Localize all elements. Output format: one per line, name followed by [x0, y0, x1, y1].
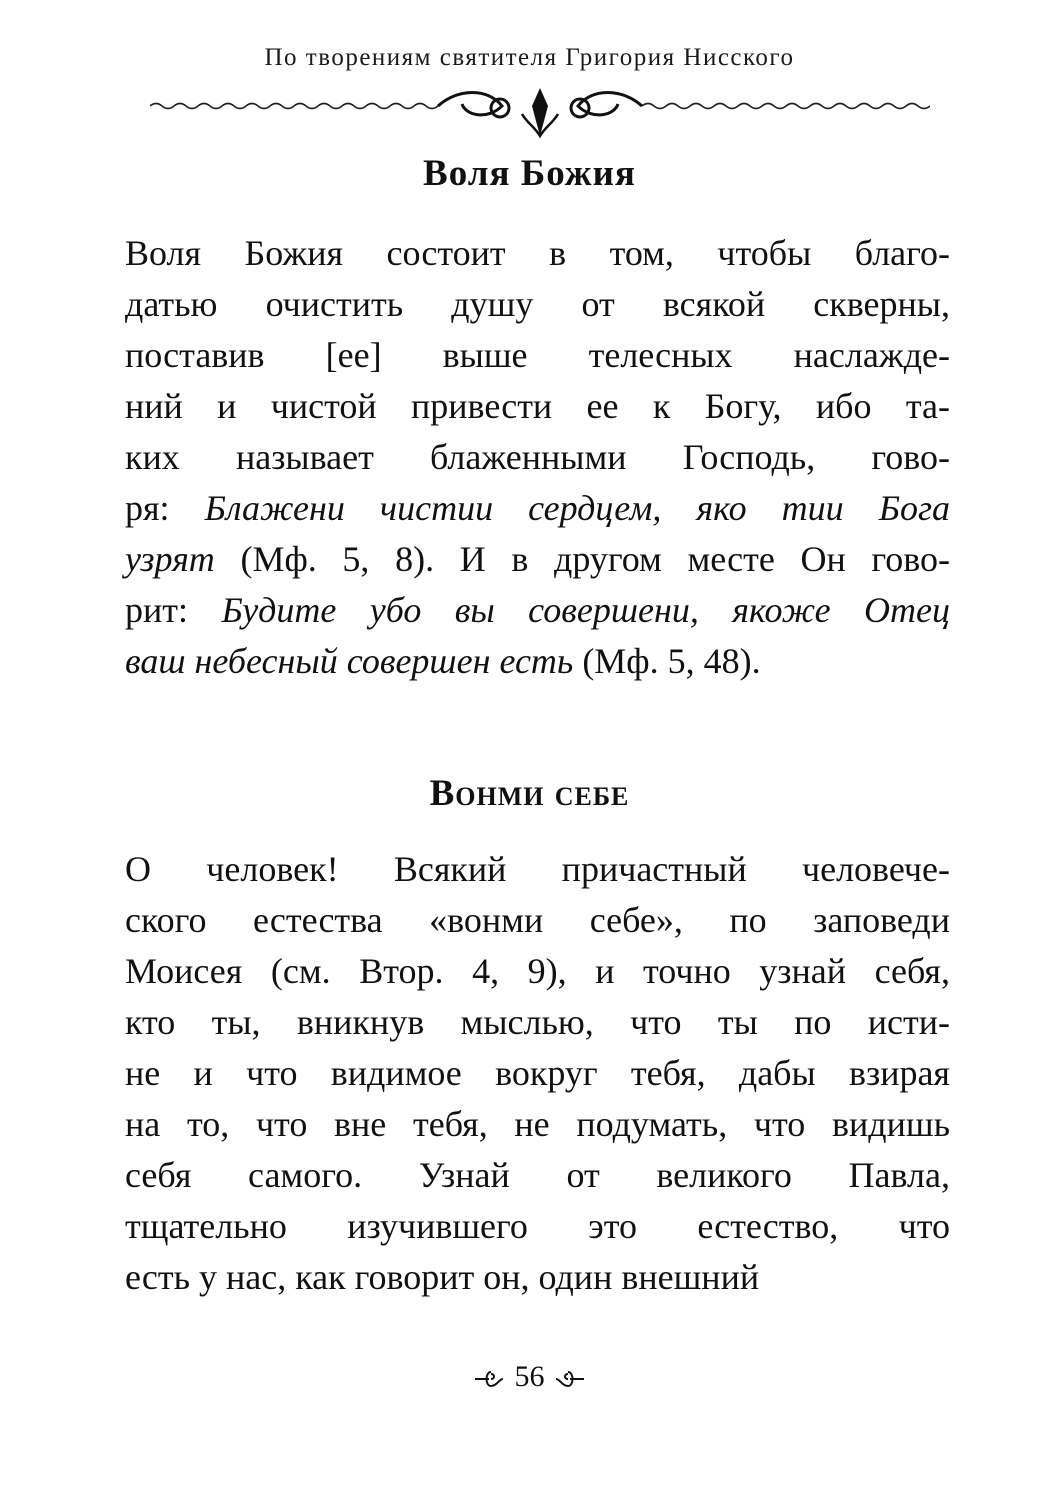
- text-line: [125, 895, 950, 946]
- text-segment: Воля Божия состоит в том, чтобы благо-: [125, 233, 950, 273]
- text-line: [125, 432, 950, 483]
- text-segment: на то, что вне тебя, не подумать, что видишь: [125, 1104, 950, 1144]
- text-segment: тщательно изучившего это естество, что: [125, 1206, 950, 1246]
- text-line: [125, 997, 950, 1048]
- page-number-footer: [0, 1360, 1059, 1394]
- text-segment: есть у нас, как говорит он, один внешний: [125, 1257, 760, 1297]
- text-line: [125, 1150, 950, 1201]
- text-line: [125, 1048, 950, 1099]
- text-line: [125, 1099, 950, 1150]
- text-line: [125, 330, 950, 381]
- text-segment: не и что видимое вокруг тебя, дабы взирая: [125, 1053, 950, 1093]
- text-line: [125, 585, 950, 636]
- ornament-divider-icon: [150, 84, 930, 144]
- running-head: По творениям святителя Григория Нисского: [264, 44, 795, 71]
- text-segment: себя самого. Узнай от великого Павла,: [125, 1155, 950, 1195]
- text-line: [125, 1201, 950, 1252]
- left-flourish-icon: [473, 1367, 507, 1391]
- text-segment: рит:: [125, 590, 222, 630]
- section-heading-take-heed: Вонми себе: [429, 773, 630, 814]
- section-paragraph-will-of-god: [125, 228, 950, 687]
- text-line: [125, 534, 950, 585]
- text-segment: ря:: [125, 488, 205, 528]
- text-segment: поставив [ее] выше телесных наслажде-: [125, 335, 950, 375]
- section-heading-will-of-god: Воля Божия: [423, 153, 636, 194]
- text-line: [125, 844, 950, 895]
- text-line: [125, 483, 950, 534]
- text-segment: ний и чистой привести ее к Богу, ибо та-: [125, 386, 950, 426]
- text-line: [125, 279, 950, 330]
- text-segment: ского естества «вонми себе», по заповеди: [125, 900, 950, 940]
- text-line: [125, 381, 950, 432]
- right-flourish-icon: [552, 1367, 586, 1391]
- scripture-quote: узрят: [125, 539, 215, 579]
- text-segment: датью очистить душу от всякой скверны,: [125, 284, 950, 324]
- text-segment: кто ты, вникнув мыслью, что ты по исти-: [125, 1002, 950, 1042]
- text-segment: (Мф. 5, 48).: [573, 641, 761, 681]
- text-segment: (Мф. 5, 8). И в другом месте Он гово-: [214, 539, 950, 579]
- scripture-quote: Блажени чистии сердцем, яко тии Бога: [204, 488, 951, 528]
- scripture-quote: ваш небесный совершен есть: [125, 641, 574, 681]
- text-segment: О человек! Всякий причастный человече-: [125, 849, 950, 889]
- section-paragraph-take-heed: [125, 844, 950, 1303]
- scripture-quote: Будите убо вы совершени, якоже Отец: [221, 590, 951, 630]
- page-number: 56: [514, 1360, 545, 1393]
- text-line: [125, 1252, 950, 1303]
- text-segment: Моисея (см. Втор. 4, 9), и точно узнай себя,: [125, 951, 950, 991]
- text-line: [125, 946, 950, 997]
- text-segment: ких называет блаженными Господь, гово-: [125, 437, 950, 477]
- text-line: [125, 636, 950, 687]
- text-line: [125, 228, 950, 279]
